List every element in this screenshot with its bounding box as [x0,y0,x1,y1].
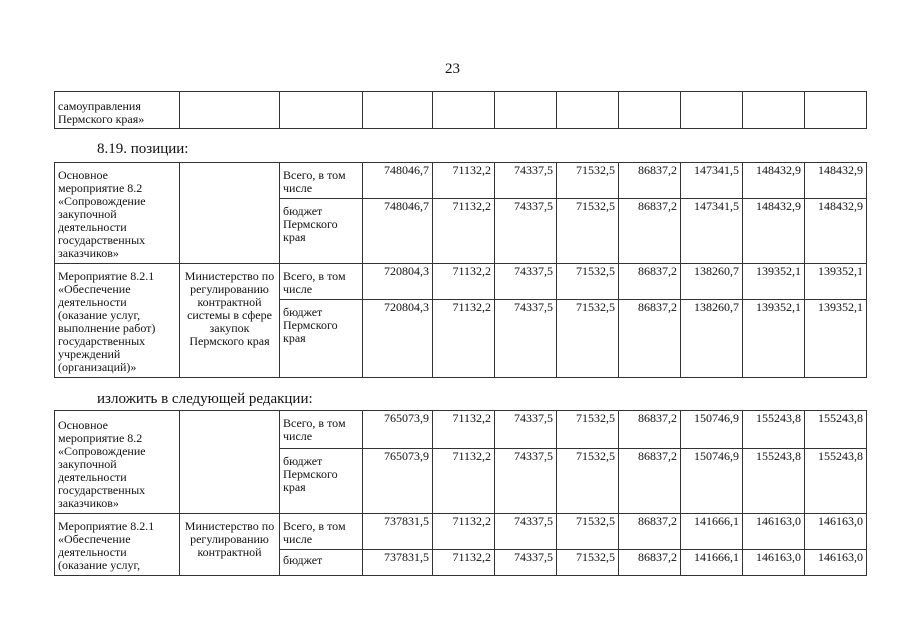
value-cell: 748046,7 [363,163,433,199]
value-cell: 146163,0 [743,550,805,576]
value-cell: 150746,9 [681,411,743,449]
measure-name: Мероприятие 8.2.1 «Обеспечение деятельности (оказание услуг, [55,514,180,576]
fragment-text: самоуправления Пермского края» [55,92,180,129]
value-cell: 139352,1 [743,264,805,300]
value-cell: 74337,5 [495,199,557,264]
value-cell: 86837,2 [619,411,681,449]
value-cell: 71132,2 [433,199,495,264]
line-label: Всего, в том числе [280,264,363,300]
value-cell: 86837,2 [619,300,681,378]
table-row [55,92,867,129]
value-cell: 71132,2 [433,411,495,449]
value-cell: 86837,2 [619,163,681,199]
empty-cell [743,92,805,129]
value-cell: 720804,3 [363,300,433,378]
value-cell: 71532,5 [557,411,619,449]
empty-cell [619,92,681,129]
table-fragment [54,91,867,129]
value-cell: 74337,5 [495,163,557,199]
table-new [54,410,867,576]
value-cell: 86837,2 [619,199,681,264]
value-cell: 86837,2 [619,514,681,550]
value-cell: 155243,8 [805,449,867,514]
table-row [55,264,867,300]
executor [180,411,280,514]
value-cell: 737831,5 [363,550,433,576]
value-cell: 138260,7 [681,300,743,378]
line-label: Всего, в том числе [280,163,363,199]
line-label: бюджет [280,550,363,576]
value-cell: 146163,0 [805,550,867,576]
empty-cell [681,92,743,129]
empty-cell [433,92,495,129]
empty-cell [805,92,867,129]
value-cell: 86837,2 [619,550,681,576]
executor: Министерство по регулированию контрактной системы в сфере закупок Пермского края [180,264,280,378]
value-cell: 155243,8 [743,411,805,449]
value-cell: 71132,2 [433,514,495,550]
table-old [54,162,867,378]
value-cell: 737831,5 [363,514,433,550]
measure-name: Основное мероприятие 8.2 «Сопровождение закупочной деятельности государственных заказчиков» [55,411,180,514]
value-cell: 148432,9 [743,199,805,264]
value-cell: 74337,5 [495,300,557,378]
empty-cell [495,92,557,129]
value-cell: 146163,0 [743,514,805,550]
line-label: бюджет Пермского края [280,199,363,264]
value-cell: 74337,5 [495,449,557,514]
value-cell: 71132,2 [433,550,495,576]
value-cell: 148432,9 [743,163,805,199]
value-cell: 138260,7 [681,264,743,300]
value-cell: 139352,1 [805,300,867,378]
value-cell: 71132,2 [433,264,495,300]
empty-cell [363,92,433,129]
value-cell: 765073,9 [363,449,433,514]
empty-cell [280,92,363,129]
value-cell: 74337,5 [495,550,557,576]
line-label: Всего, в том числе [280,411,363,449]
value-cell: 141666,1 [681,550,743,576]
value-cell: 155243,8 [743,449,805,514]
value-cell: 139352,1 [743,300,805,378]
table-row [55,514,867,550]
value-cell: 71532,5 [557,264,619,300]
line-label: бюджет Пермского края [280,300,363,378]
value-cell: 141666,1 [681,514,743,550]
empty-cell [557,92,619,129]
empty-cell [180,92,280,129]
value-cell: 155243,8 [805,411,867,449]
value-cell: 146163,0 [805,514,867,550]
page-number: 23 [445,61,460,77]
value-cell: 148432,9 [805,199,867,264]
table-row [55,163,867,199]
value-cell: 74337,5 [495,411,557,449]
value-cell: 71532,5 [557,199,619,264]
executor [180,163,280,264]
table-row [55,411,867,449]
value-cell: 147341,5 [681,199,743,264]
measure-name: Основное мероприятие 8.2 «Сопровождение закупочной деятельности государственных заказчиков» [55,163,180,264]
value-cell: 74337,5 [495,514,557,550]
value-cell: 71532,5 [557,550,619,576]
value-cell: 71532,5 [557,300,619,378]
value-cell: 86837,2 [619,449,681,514]
value-cell: 71532,5 [557,514,619,550]
value-cell: 71132,2 [433,449,495,514]
line-label: бюджет Пермского края [280,449,363,514]
value-cell: 147341,5 [681,163,743,199]
value-cell: 148432,9 [805,163,867,199]
value-cell: 71132,2 [433,163,495,199]
value-cell: 71532,5 [557,163,619,199]
value-cell: 720804,3 [363,264,433,300]
value-cell: 139352,1 [805,264,867,300]
restate-heading: изложить в следующей редакции: [97,391,313,407]
value-cell: 71532,5 [557,449,619,514]
value-cell: 748046,7 [363,199,433,264]
executor: Министерство по регулированию контрактной [180,514,280,576]
value-cell: 71132,2 [433,300,495,378]
value-cell: 86837,2 [619,264,681,300]
measure-name: Мероприятие 8.2.1 «Обеспечение деятельности (оказание услуг, выполнение работ) государственных учреждений (организаций)» [55,264,180,378]
line-label: Всего, в том числе [280,514,363,550]
value-cell: 74337,5 [495,264,557,300]
section-heading: 8.19. позиции: [97,141,189,157]
value-cell: 765073,9 [363,411,433,449]
value-cell: 150746,9 [681,449,743,514]
